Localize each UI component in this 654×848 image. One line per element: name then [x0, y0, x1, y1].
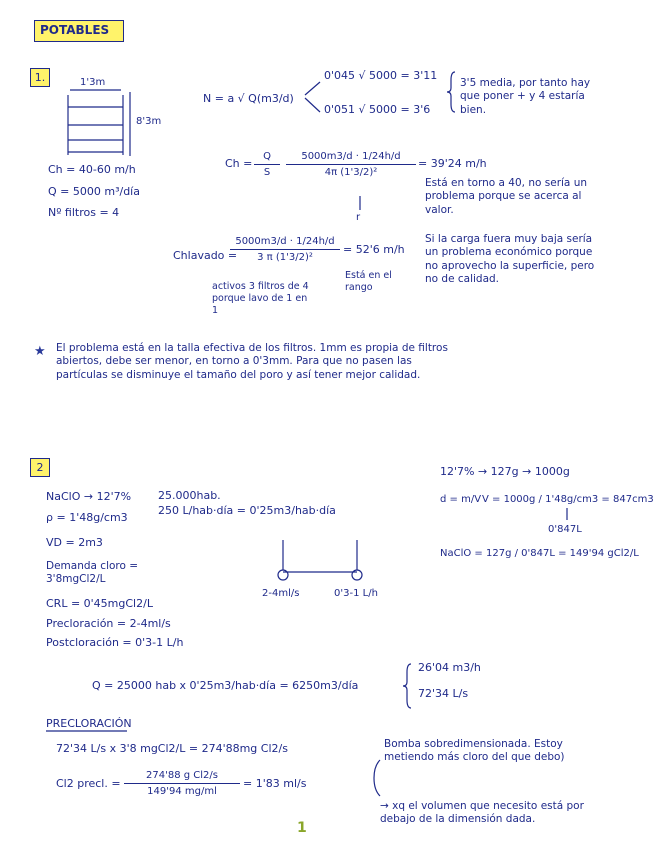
precloracion-result: = 1'83 ml/s [243, 777, 307, 790]
nfiltros-given: Nº filtros = 4 [48, 206, 120, 219]
ch-lhs: Ch = [225, 157, 253, 170]
ch-s: S [263, 167, 271, 178]
ch-qs-fraction [254, 151, 280, 178]
postcloracion-given: Postcloración = 0'3-1 L/h [46, 636, 184, 649]
habitantes: 25.000hab. [158, 489, 221, 502]
ch-given: Ch = 40-60 m/h [48, 163, 136, 176]
naclo-given: NaClO → 12'7% [46, 490, 132, 503]
density-formula: d = m/V [440, 494, 482, 505]
volume-calc: V = 1000g / 1'48g/cm3 = 847cm3 [482, 494, 654, 505]
problem-note: El problema está en la talla efectiva de los filtros. 1mm es propia de filtros abiertos, debe ser menor, en torno a 0'3mm. Para que no pasen las partículas se disminuye el tamaño del poro y así tener mejor calidad. [56, 342, 448, 381]
precloracion-title: PRECLORACIÓN [46, 717, 132, 730]
n-note: 3'5 media, por tanto hay que poner + y 4 estaría bien. [460, 77, 591, 116]
chl-note-2: Está en el rango [345, 270, 392, 294]
chl-fraction [230, 236, 340, 263]
precloracion-fraction [124, 770, 240, 797]
demanda-given: Demanda cloro = 3'8mgCl2/L [46, 560, 139, 586]
chl-result: = 52'6 m/h [343, 243, 405, 256]
ch-note: Está en torno a 40, no sería un problema porque se acerca al valor. [425, 177, 588, 216]
chl-numerator: 5000m3/d · 1/24h/d [235, 236, 335, 247]
vd-given: VD = 2m3 [46, 536, 103, 549]
page-number: 1 [297, 820, 307, 836]
precloracion-calc-1: 72'34 L/s x 3'8 mgCl2/L = 274'88mg Cl2/s [56, 742, 288, 755]
pump-2-label: 0'3-1 L/h [334, 588, 378, 599]
n-lower-result: 0'051 √ 5000 = 3'6 [324, 103, 431, 116]
bomba-note: Bomba sobredimensionada. Estoy metiendo más cloro del que debo) [384, 738, 565, 764]
volume-result: 0'847L [548, 524, 582, 535]
dotacion: 250 L/hab·día = 0'25m3/hab·día [158, 504, 336, 517]
q-calculation: Q = 25000 hab x 0'25m3/hab·día = 6250m3/día [92, 679, 359, 692]
q-given: Q = 5000 m³/día [48, 185, 140, 198]
n-formula: N = a √ Q(m3/d) [203, 92, 294, 105]
precloracion-denominator: 149'94 mg/ml [147, 786, 217, 797]
ch-note-2: Si la carga fuera muy baja sería un problema económico porque no aprovecho la superficie, pero no de calidad. [425, 233, 595, 286]
ch-r-label: r [356, 212, 361, 223]
ch-result: = 39'24 m/h [418, 157, 487, 170]
ratio-line: 12'7% → 127g → 1000g [440, 465, 570, 478]
crl-given: CRL = 0'45mgCl2/L [46, 597, 153, 610]
bomba-note-2: → xq el volumen que necesito está por debajo de la dimensión dada. [380, 800, 584, 826]
chl-denominator: 3 π (1'3/2)² [257, 252, 313, 263]
precloracion-numerator: 274'88 g Cl2/s [146, 770, 218, 781]
ch-denominator: 4π (1'3/2)² [324, 167, 378, 178]
section-number-2: 2 [30, 458, 50, 477]
naclo-concentration: NaClO = 127g / 0'847L = 149'94 gCl2/L [440, 548, 639, 559]
ch-fraction [286, 151, 416, 178]
precloracion-lhs: Cl2 precl. = [56, 777, 121, 790]
pump-1-label: 2-4ml/s [262, 588, 300, 599]
q-result-2: 72'34 L/s [418, 687, 469, 700]
star-icon: ★ [34, 344, 46, 359]
precloracion-given: Precloración = 2-4ml/s [46, 617, 171, 630]
n-upper-result: 0'045 √ 5000 = 3'11 [324, 69, 438, 82]
rho-given: ρ = 1'48g/cm3 [46, 511, 128, 524]
filter-width-label: 1'3m [80, 77, 106, 88]
ch-numerator: 5000m3/d · 1/24h/d [301, 151, 401, 162]
ch-q: Q [263, 151, 271, 162]
q-result-1: 26'04 m3/h [418, 661, 481, 674]
page-title: POTABLES [40, 23, 110, 37]
section-number-1: 1. [30, 68, 50, 87]
filter-height-label: 8'3m [136, 116, 162, 127]
chl-lhs: Chlavado = [173, 249, 238, 262]
chl-note: activos 3 filtros de 4 porque lavo de 1 en 1 [212, 281, 309, 317]
